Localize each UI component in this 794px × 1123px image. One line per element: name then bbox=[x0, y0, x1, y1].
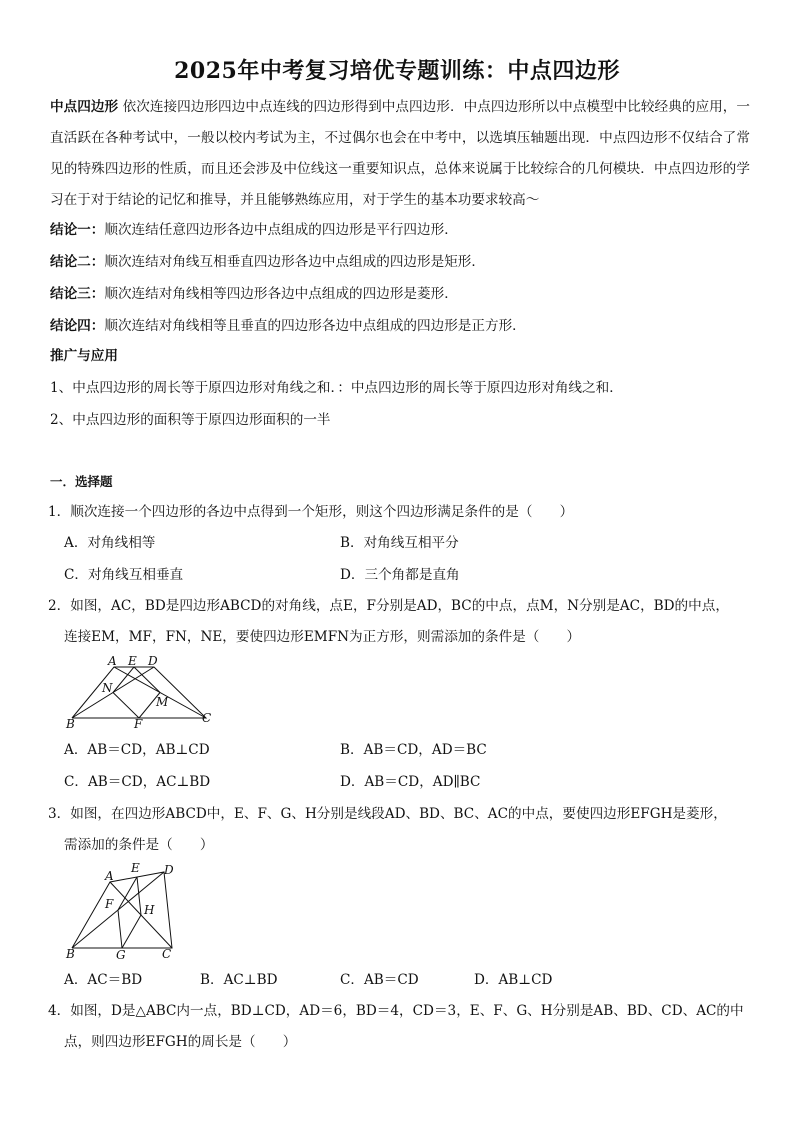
intro-term: 中点四边形 bbox=[50, 99, 119, 115]
extension-item-2: 2、中点四边形的面积等于原四边形面积的一半 bbox=[50, 412, 331, 428]
label-g: G bbox=[116, 948, 126, 962]
q2-option-a[interactable]: A．AB＝CD，AB⊥CD bbox=[64, 742, 210, 758]
label-a: A bbox=[105, 869, 114, 883]
conclusion-1 bbox=[50, 220, 458, 240]
question-4-line-2: 点，则四边形EFGH的周长是（ ） bbox=[64, 1034, 297, 1050]
question-1-stem: 1．顺次连接一个四边形的各边中点得到一个矩形，则这个四边形满足条件的是（ ） bbox=[48, 504, 574, 520]
label-f: F bbox=[134, 717, 143, 730]
conclusion-text: 顺次连结对角线相等且垂直的四边形各边中点组成的四边形是正方形． bbox=[104, 318, 526, 334]
q1-option-b[interactable]: B．对角线互相平分 bbox=[340, 535, 459, 551]
conclusion-4 bbox=[50, 316, 526, 336]
q1-option-d[interactable]: D．三个角都是直角 bbox=[340, 567, 460, 583]
label-e: E bbox=[128, 654, 137, 668]
question-4-stem bbox=[48, 1001, 754, 1052]
conclusion-text: 顺次连结任意四边形各边中点组成的四边形是平行四边形． bbox=[104, 222, 458, 238]
q1-option-a[interactable]: A．对角线相等 bbox=[64, 535, 156, 551]
q2-option-c[interactable]: C．AB＝CD，AC⊥BD bbox=[64, 774, 211, 790]
label-n: N bbox=[102, 681, 113, 695]
intro-paragraph bbox=[50, 92, 750, 216]
label-c: C bbox=[202, 711, 212, 725]
page-title: 2025年中考复习培优专题训练：中点四边形 bbox=[174, 58, 620, 84]
q3-option-c[interactable]: C．AB＝CD bbox=[340, 972, 419, 988]
q2-option-d[interactable]: D．AB＝CD，AD∥BC bbox=[340, 774, 481, 790]
q1-option-c[interactable]: C．对角线互相垂直 bbox=[64, 567, 184, 583]
conclusion-text: 顺次连结对角线互相垂直四边形各边中点组成的四边形是矩形． bbox=[104, 254, 485, 270]
conclusion-3 bbox=[50, 284, 458, 304]
question-2-line-2: 连接EM，MF，FN，NE，要使四边形EMFN为正方形，则需添加的条件是（ ） bbox=[64, 629, 581, 645]
q3-option-b[interactable]: B．AC⊥BD bbox=[200, 972, 278, 988]
q3-option-a[interactable]: A．AC＝BD bbox=[64, 972, 143, 988]
question-3-figure bbox=[60, 858, 185, 962]
label-d: D bbox=[148, 654, 158, 668]
conclusion-label: 结论二： bbox=[50, 254, 105, 270]
conclusion-2 bbox=[50, 252, 485, 272]
conclusion-label: 结论一： bbox=[50, 222, 105, 238]
question-2-figure bbox=[62, 652, 222, 730]
question-3-line-2: 需添加的条件是（ ） bbox=[64, 837, 214, 853]
conclusion-label: 结论三： bbox=[50, 286, 105, 302]
label-b: B bbox=[66, 947, 75, 961]
label-h: H bbox=[144, 903, 155, 917]
extension-item-1: 1、中点四边形的周长等于原四边形对角线之和．：中点四边形的周长等于原四边形对角线之和． bbox=[50, 380, 623, 396]
question-2-line-1: 2．如图，AC，BD是四边形ABCD的对角线，点E，F分别是AD，BC的中点，点M，N分别是AC，BD的中点， bbox=[48, 598, 729, 614]
label-d: D bbox=[164, 863, 174, 877]
label-m: M bbox=[156, 695, 169, 709]
extension-heading: 推广与应用 bbox=[50, 348, 118, 364]
label-f: F bbox=[105, 897, 114, 911]
section-heading: 一．选择题 bbox=[50, 474, 113, 489]
question-2-stem bbox=[48, 596, 754, 647]
question-4-line-1: 4．如图，D是△ABC内一点，BD⊥CD，AD＝6，BD＝4，CD＝3，E、F、G、H分别是AB、BD、CD、AC的中 bbox=[48, 1003, 744, 1019]
question-3-line-1: 3．如图，在四边形ABCD中，E、F、G、H分别是线段AD、BD、BC、AC的中点，要使四边形EFGH是菱形， bbox=[48, 806, 727, 822]
question-3-stem bbox=[48, 804, 754, 855]
label-a: A bbox=[108, 654, 117, 668]
intro-text: 依次连接四边形四边中点连线的四边形得到中点四边形．中点四边形所以中点模型中比较经典的应用，一直活跃在各种考试中，一般以校内考试为主，不过偶尔也会在中考中，以选填压轴题出现．中点四边形不仅结合了常见的特殊四边形的性质，而且还会涉及中位线这一重要知识点，总体来说属于比较综合的几何模块．中点四边形的学习在于对于结论的记忆和推导，并且能够熟练应用，对于学生的基本功要求较高～ bbox=[50, 99, 750, 208]
conclusion-label: 结论四： bbox=[50, 318, 105, 334]
q2-option-b[interactable]: B．AB＝CD，AD＝BC bbox=[340, 742, 487, 758]
conclusion-text: 顺次连结对角线相等四边形各边中点组成的四边形是菱形． bbox=[104, 286, 458, 302]
label-c: C bbox=[162, 947, 172, 961]
label-b: B bbox=[66, 717, 75, 730]
label-e: E bbox=[131, 861, 140, 875]
q3-option-d[interactable]: D．AB⊥CD bbox=[474, 972, 553, 988]
